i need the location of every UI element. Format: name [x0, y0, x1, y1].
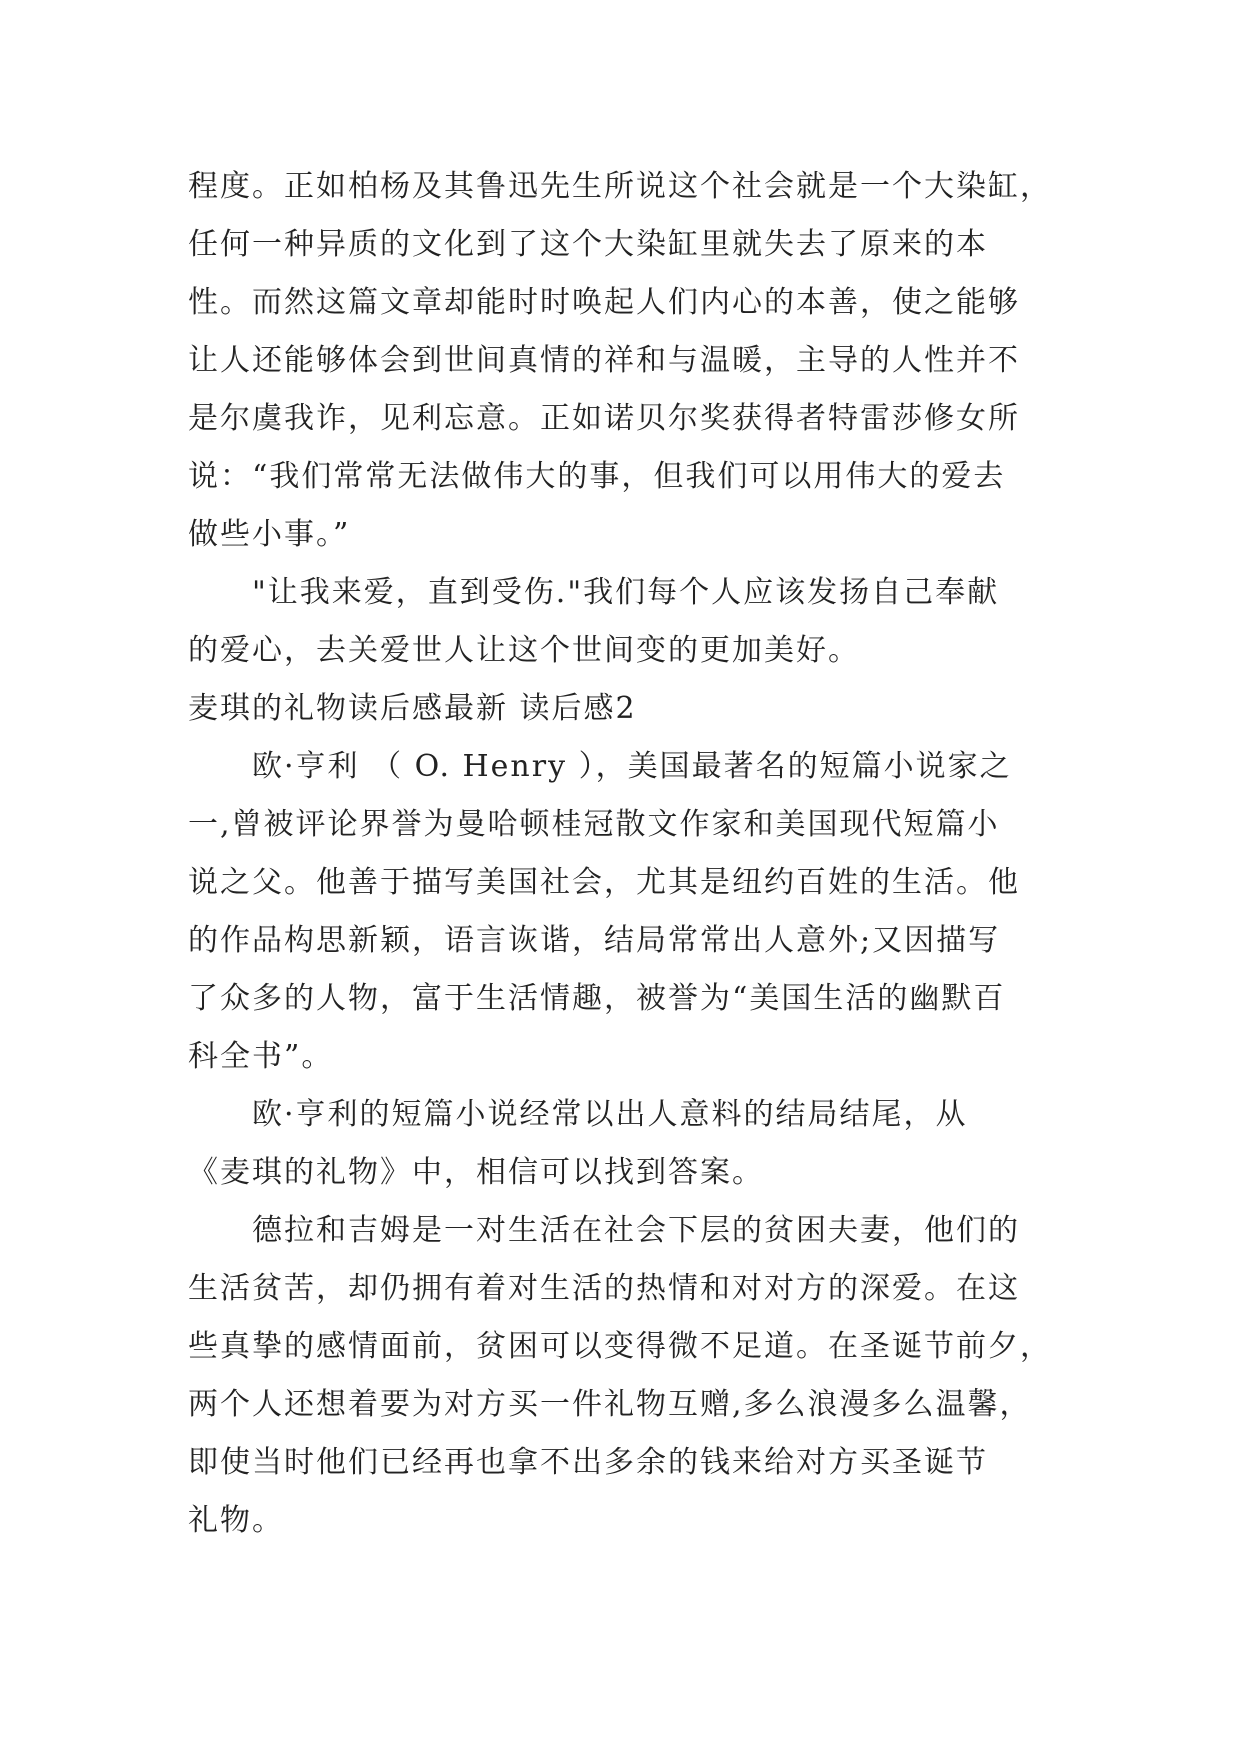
- text-line: 是尔虞我诈，见利忘意。正如诺贝尔奖获得者特雷莎修女所: [188, 401, 1020, 436]
- text-line: 生活贫苦，却仍拥有着对生活的热情和对对方的深爱。在这: [188, 1271, 1020, 1306]
- paragraph: [188, 1086, 1088, 1202]
- text-line: 欧·亨利 （ O. Henry ），美国最著名的短篇小说家之: [188, 749, 1012, 784]
- text-line: 德拉和吉姆是一对生活在社会下层的贫困夫妻，他们的: [188, 1213, 1020, 1248]
- paragraph: [188, 738, 1088, 1086]
- text-line: 的作品构思新颖，语言诙谐，结局常常出人意外;又因描写: [188, 923, 1001, 958]
- text-line: 让人还能够体会到世间真情的祥和与温暖，主导的人性并不: [188, 343, 1020, 378]
- text-line: "让我来爱，直到受伤."我们每个人应该发扬自己奉献: [188, 575, 1000, 610]
- section-heading-text: 麦琪的礼物读后感最新 读后感2: [188, 691, 637, 726]
- paragraph: [188, 158, 1088, 564]
- text-line: 了众多的人物，富于生活情趣，被誉为“美国生活的幽默百: [188, 981, 1006, 1016]
- text-line: 欧·亨利的短篇小说经常以出人意料的结局结尾，从: [188, 1097, 968, 1132]
- text-line: 礼物。: [188, 1503, 284, 1538]
- text-line: 一,曾被评论界誉为曼哈顿桂冠散文作家和美国现代短篇小: [188, 807, 1000, 842]
- paragraph: [188, 564, 1088, 680]
- text-line: 程度。正如柏杨及其鲁迅先生所说这个社会就是一个大染缸，: [188, 169, 1052, 204]
- section-heading: [188, 680, 1088, 738]
- text-line: 说：“我们常常无法做伟大的事，但我们可以用伟大的爱去: [188, 459, 1006, 494]
- text-line: 些真挚的感情面前，贫困可以变得微不足道。在圣诞节前夕，: [188, 1329, 1052, 1364]
- text-line: 即使当时他们已经再也拿不出多余的钱来给对方买圣诞节: [188, 1445, 988, 1480]
- text-line: 科全书”。: [188, 1039, 334, 1074]
- text-line: 说之父。他善于描写美国社会，尤其是纽约百姓的生活。他: [188, 865, 1020, 900]
- text-line: 做些小事。”: [188, 517, 351, 552]
- text-line: 两个人还想着要为对方买一件礼物互赠,多么浪漫多么温馨，: [188, 1387, 1032, 1422]
- text-line: 性。而然这篇文章却能时时唤起人们内心的本善，使之能够: [188, 285, 1020, 320]
- text-line: 《麦琪的礼物》中，相信可以找到答案。: [188, 1155, 764, 1190]
- document-body: [188, 158, 1088, 1550]
- text-line: 的爱心，去关爱世人让这个世间变的更加美好。: [188, 633, 860, 668]
- paragraph: [188, 1202, 1088, 1550]
- text-line: 任何一种异质的文化到了这个大染缸里就失去了原来的本: [188, 227, 988, 262]
